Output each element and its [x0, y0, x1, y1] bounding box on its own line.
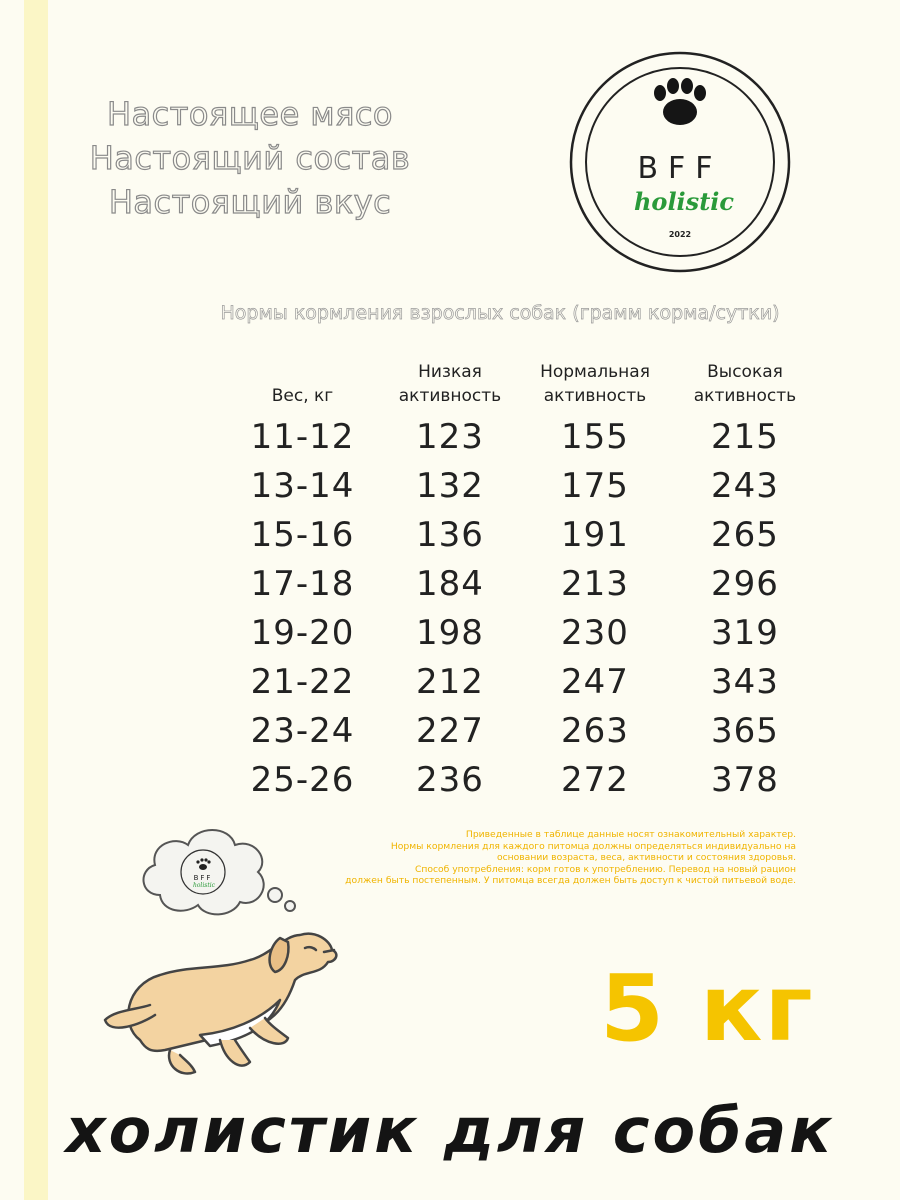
feeding-table-title: Нормы кормления взрослых собак (грамм корма/сутки)	[220, 302, 780, 324]
cell-low: 236	[416, 759, 484, 800]
slogan-line: Настоящий состав	[89, 139, 411, 177]
brand-logo	[568, 50, 792, 274]
table-header-row	[225, 356, 820, 412]
cell-low: 227	[416, 710, 484, 751]
brand-year: 2022	[668, 230, 692, 239]
cell-low: 198	[416, 612, 484, 653]
table-body	[225, 412, 820, 804]
cell-weight: 17-18	[250, 563, 355, 604]
cell-normal: 191	[561, 514, 629, 555]
slogan-line: Настоящее мясо	[107, 95, 393, 133]
cell-low: 212	[416, 661, 484, 702]
table-row	[225, 412, 820, 461]
table-row	[225, 559, 820, 608]
cell-low: 184	[416, 563, 484, 604]
cell-normal: 272	[561, 759, 629, 800]
disclaimer-line: должен быть постепенным. У питомца всегда должен быть доступ к чистой питьевой воде.	[345, 875, 796, 886]
header-low-activity: Низкая активность	[398, 362, 502, 406]
cell-high: 243	[711, 465, 779, 506]
disclaimer-line: Способ употребления: корм готов к употреблению. Перевод на новый рацион	[414, 863, 796, 875]
header-weight: Вес, кг	[271, 386, 334, 406]
disclaimer	[330, 829, 796, 887]
cell-weight: 19-20	[250, 612, 355, 653]
product-name: холистик для собак	[65, 1094, 835, 1167]
paw-icon	[654, 78, 706, 125]
cell-high: 215	[711, 416, 779, 457]
header-high-activity: Высокая активность	[693, 362, 797, 406]
mini-brand-name: BFF	[193, 874, 213, 882]
cell-weight: 21-22	[250, 661, 355, 702]
cell-normal: 230	[561, 612, 629, 653]
cell-high: 343	[711, 661, 779, 702]
cell-low: 136	[416, 514, 484, 555]
cell-low: 132	[416, 465, 484, 506]
cell-normal: 175	[561, 465, 629, 506]
table-row	[225, 657, 820, 706]
table-row	[225, 706, 820, 755]
cell-high: 365	[711, 710, 779, 751]
feeding-table	[225, 356, 820, 804]
brand-subtitle: holistic	[633, 187, 735, 216]
cell-normal: 263	[561, 710, 629, 751]
cell-low: 123	[416, 416, 484, 457]
header-normal-activity: Нормальная активность	[540, 362, 650, 406]
mini-brand-subtitle: holistic	[192, 882, 216, 889]
slogan-line: Настоящий вкус	[108, 183, 392, 221]
disclaimer-line: Приведенные в таблице данные носят ознакомительный характер.	[465, 829, 796, 840]
table-row	[225, 510, 820, 559]
brand-name: BFF	[637, 151, 723, 186]
dog	[105, 934, 336, 1074]
left-decorative-stripe	[24, 0, 48, 1200]
package-weight: 5 кг	[600, 955, 815, 1062]
cell-weight: 23-24	[250, 710, 355, 751]
disclaimer-line: Нормы кормления для каждого питомца должны определяться индивидуально на	[390, 840, 796, 852]
table-row	[225, 755, 820, 804]
table-row	[225, 461, 820, 510]
cell-weight: 11-12	[250, 416, 355, 457]
cell-high: 296	[711, 563, 779, 604]
cell-normal: 247	[561, 661, 629, 702]
cell-high: 265	[711, 514, 779, 555]
slogans	[60, 92, 440, 224]
cell-normal: 155	[561, 416, 629, 457]
thought-cloud	[144, 830, 295, 914]
cell-high: 378	[711, 759, 779, 800]
disclaimer-line: основании возраста, веса, активности и состояния здоровья.	[496, 852, 796, 863]
table-row	[225, 608, 820, 657]
cell-high: 319	[711, 612, 779, 653]
cell-weight: 25-26	[250, 759, 355, 800]
sleeping-dog-illustration	[100, 810, 350, 1090]
brand-logo-graphic	[568, 50, 792, 274]
cell-weight: 15-16	[250, 514, 355, 555]
dog-dreaming-icon	[100, 810, 350, 1090]
cell-weight: 13-14	[250, 465, 355, 506]
cell-normal: 213	[561, 563, 629, 604]
